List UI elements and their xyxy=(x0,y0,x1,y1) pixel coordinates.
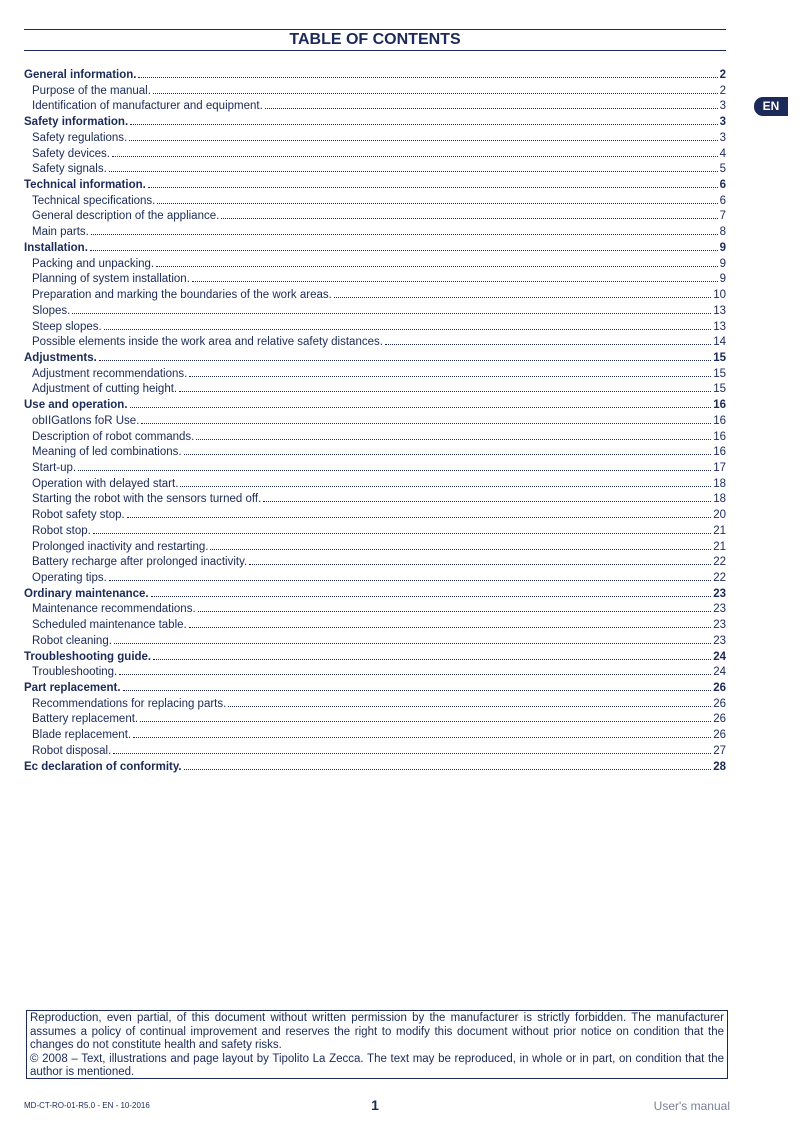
toc-entry-label: Use and operation. xyxy=(24,399,128,412)
toc-subsection-entry[interactable] xyxy=(24,319,726,335)
toc-entry-label: Purpose of the manual. xyxy=(32,84,151,97)
toc-section-entry[interactable] xyxy=(24,397,726,413)
toc-section-entry[interactable] xyxy=(24,350,726,366)
toc-entry-label: Recommendations for replacing parts. xyxy=(32,697,227,710)
toc-section-entry[interactable] xyxy=(24,586,726,602)
toc-subsection-entry[interactable] xyxy=(24,539,726,555)
toc-subsection-entry[interactable] xyxy=(24,366,726,382)
toc-section-entry[interactable] xyxy=(24,759,726,775)
toc-entry-page-number: 23 xyxy=(713,603,726,616)
toc-entry-label: Scheduled maintenance table. xyxy=(32,619,187,632)
toc-entry-page-number: 26 xyxy=(713,713,726,726)
toc-entry-label: Description of robot commands. xyxy=(32,430,195,443)
toc-entry-label: Troubleshooting guide. xyxy=(24,650,152,663)
toc-entry-label: Battery replacement. xyxy=(32,713,139,726)
page-number: 1 xyxy=(371,1097,379,1113)
dot-leader xyxy=(129,130,717,141)
toc-entry-label: Start-up. xyxy=(32,461,77,474)
toc-entry-page-number: 13 xyxy=(713,320,726,333)
toc-entry-page-number: 13 xyxy=(713,304,726,317)
dot-leader xyxy=(184,444,712,455)
toc-entry-page-number: 8 xyxy=(719,226,726,239)
toc-subsection-entry[interactable] xyxy=(24,429,726,445)
toc-entry-page-number: 18 xyxy=(713,493,726,506)
dot-leader xyxy=(196,429,711,440)
dot-leader xyxy=(114,633,711,644)
dot-leader xyxy=(263,491,711,502)
toc-subsection-entry[interactable] xyxy=(24,224,726,240)
dot-leader xyxy=(141,413,711,424)
toc-entry-label: Robot cleaning. xyxy=(32,634,112,647)
toc-entry-page-number: 2 xyxy=(719,84,726,97)
toc-subsection-entry[interactable] xyxy=(24,570,726,586)
toc-entry-page-number: 10 xyxy=(713,289,726,302)
dot-leader xyxy=(221,208,717,219)
notice-paragraph: © 2008 – Text, illustrations and page layout by Tipolito La Zecca. The text may be reproduced, in whole or in part, on condition that the author is mentioned. xyxy=(30,1052,724,1078)
toc-entry-label: Preparation and marking the boundaries of the work areas. xyxy=(32,289,332,302)
dot-leader xyxy=(148,177,718,188)
toc-entry-page-number: 27 xyxy=(713,744,726,757)
language-badge: EN xyxy=(754,97,788,116)
dot-leader xyxy=(119,664,711,675)
toc-subsection-entry[interactable] xyxy=(24,476,726,492)
toc-subsection-entry[interactable] xyxy=(24,491,726,507)
toc-entry-page-number: 20 xyxy=(713,509,726,522)
toc-entry-page-number: 4 xyxy=(719,147,726,160)
toc-entry-label: Robot stop. xyxy=(32,524,91,537)
toc-subsection-entry[interactable] xyxy=(24,711,726,727)
dot-leader xyxy=(180,476,711,487)
toc-subsection-entry[interactable] xyxy=(24,413,726,429)
dot-leader xyxy=(109,570,711,581)
toc-entry-page-number: 16 xyxy=(713,399,726,412)
toc-entry-page-number: 22 xyxy=(713,572,726,584)
toc-section-entry[interactable] xyxy=(24,680,726,696)
document-code: MD-CT-RO-01-R5.0 - EN - 10-2016 xyxy=(24,1101,150,1110)
toc-subsection-entry[interactable] xyxy=(24,381,726,397)
toc-entry-page-number: 7 xyxy=(719,210,726,223)
toc-section-entry[interactable] xyxy=(24,177,726,193)
toc-entry-label: Technical information. xyxy=(24,179,146,192)
toc-subsection-entry[interactable] xyxy=(24,334,726,350)
toc-subsection-entry[interactable] xyxy=(24,256,726,272)
dot-leader xyxy=(133,727,711,738)
toc-section-entry[interactable] xyxy=(24,114,726,130)
toc-entry-label: Robot safety stop. xyxy=(32,509,125,522)
dot-leader xyxy=(123,680,712,691)
toc-subsection-entry[interactable] xyxy=(24,444,726,460)
toc-entry-label: Slopes. xyxy=(32,304,71,317)
toc-subsection-entry[interactable] xyxy=(24,460,726,476)
toc-entry-label: Adjustment of cutting height. xyxy=(32,383,178,396)
toc-entry-label: obIIGatIons foR Use. xyxy=(32,414,140,427)
toc-entry-label: Prolonged inactivity and restarting. xyxy=(32,540,209,553)
dot-leader xyxy=(109,161,718,172)
dot-leader xyxy=(249,554,711,565)
toc-subsection-entry[interactable] xyxy=(24,554,726,570)
toc-entry-page-number: 3 xyxy=(719,100,726,113)
dot-leader xyxy=(72,303,711,314)
toc-entry-page-number: 26 xyxy=(713,697,726,710)
toc-entry-label: Installation. xyxy=(24,241,88,254)
manual-label: User's manual xyxy=(653,1099,730,1113)
dot-leader xyxy=(228,696,711,707)
toc-section-entry[interactable] xyxy=(24,240,726,256)
toc-entry-page-number: 16 xyxy=(713,430,726,443)
toc-entry-label: Safety information. xyxy=(24,116,129,129)
toc-subsection-entry[interactable] xyxy=(24,696,726,712)
toc-entry-label: Planning of system installation. xyxy=(32,273,190,286)
toc-entry-label: Packing and unpacking. xyxy=(32,257,155,270)
toc-subsection-entry[interactable] xyxy=(24,271,726,287)
toc-entry-page-number: 21 xyxy=(713,524,726,537)
dot-leader xyxy=(265,98,718,109)
toc-entry-label: Adjustments. xyxy=(24,351,97,364)
dot-leader xyxy=(99,350,711,361)
toc-subsection-entry[interactable] xyxy=(24,208,726,224)
toc-entry-label: Main parts. xyxy=(32,226,89,239)
toc-subsection-entry[interactable] xyxy=(24,601,726,617)
toc-entry-label: General information. xyxy=(24,69,137,81)
toc-entry-label: Blade replacement. xyxy=(32,729,132,742)
toc-subsection-entry[interactable] xyxy=(24,98,726,114)
toc-subsection-entry[interactable] xyxy=(24,664,726,680)
toc-entry-page-number: 6 xyxy=(719,194,726,207)
toc-entry-page-number: 24 xyxy=(713,650,726,663)
dot-leader xyxy=(189,366,711,377)
dot-leader xyxy=(140,711,711,722)
toc-subsection-entry[interactable] xyxy=(24,287,726,303)
toc-entry-label: Starting the robot with the sensors turned off. xyxy=(32,493,262,506)
toc-entry-label: Operation with delayed start. xyxy=(32,477,179,490)
dot-leader xyxy=(184,759,712,770)
toc-section-entry[interactable] xyxy=(24,649,726,665)
toc-entry-page-number: 2 xyxy=(719,69,726,81)
toc-entry-page-number: 18 xyxy=(713,477,726,490)
toc-subsection-entry[interactable] xyxy=(24,617,726,633)
dot-leader xyxy=(91,224,718,235)
dot-leader xyxy=(153,649,711,660)
toc-entry-label: Meaning of led combinations. xyxy=(32,446,182,459)
dot-leader xyxy=(189,617,711,628)
toc-entry-page-number: 16 xyxy=(713,446,726,459)
toc-entry-label: Possible elements inside the work area and relative safety distances. xyxy=(32,336,383,349)
toc-entry-label: Robot disposal. xyxy=(32,744,112,757)
dot-leader xyxy=(210,539,711,550)
toc-section-entry[interactable] xyxy=(24,67,726,83)
toc-entry-page-number: 17 xyxy=(713,461,726,474)
copyright-notice xyxy=(26,1010,728,1079)
dot-leader xyxy=(130,397,712,408)
dot-leader xyxy=(153,83,718,94)
notice-paragraph: Reproduction, even partial, of this document without written permission by the manufacturer is strictly forbidden. The manufacturer assumes a policy of continual improvement and reserves the right to modify this document without prior notice on condition that the changes do not constitute health and safety risks. xyxy=(30,1012,724,1051)
dot-leader xyxy=(90,240,718,251)
toc-entry-page-number: 23 xyxy=(713,634,726,647)
toc-subsection-entry[interactable] xyxy=(24,146,726,162)
dot-leader xyxy=(127,507,712,518)
dot-leader xyxy=(151,586,712,597)
toc-entry-page-number: 21 xyxy=(713,540,726,553)
toc-subsection-entry[interactable] xyxy=(24,633,726,649)
toc-entry-page-number: 6 xyxy=(719,179,726,192)
dot-leader xyxy=(334,287,711,298)
toc-entry-label: Safety devices. xyxy=(32,147,110,160)
dot-leader xyxy=(130,114,717,125)
dot-leader xyxy=(112,146,718,157)
dot-leader xyxy=(78,460,711,471)
toc-entry-page-number: 26 xyxy=(713,682,726,695)
toc-entry-page-number: 23 xyxy=(713,587,726,600)
toc-entry-label: Safety regulations. xyxy=(32,131,128,144)
toc-entry-page-number: 5 xyxy=(719,163,726,176)
toc-subsection-entry[interactable] xyxy=(24,193,726,209)
toc-entry-page-number: 3 xyxy=(719,116,726,129)
toc-entry-page-number: 15 xyxy=(713,383,726,396)
toc-subsection-entry[interactable] xyxy=(24,83,726,99)
toc-entry-label: General description of the appliance. xyxy=(32,210,220,223)
toc-entry-label: Safety signals. xyxy=(32,163,107,176)
toc-entry-page-number: 15 xyxy=(713,367,726,380)
table-of-contents xyxy=(24,67,726,774)
toc-subsection-entry[interactable] xyxy=(24,161,726,177)
toc-entry-label: Part replacement. xyxy=(24,682,121,695)
page-title: TABLE OF CONTENTS xyxy=(289,31,461,48)
toc-entry-label: Battery recharge after prolonged inactivity. xyxy=(32,556,248,569)
title-rule xyxy=(24,50,726,51)
toc-entry-label: Technical specifications. xyxy=(32,194,156,207)
toc-entry-page-number: 16 xyxy=(713,414,726,427)
toc-entry-label: Troubleshooting. xyxy=(32,666,118,679)
dot-leader xyxy=(385,334,711,345)
dot-leader xyxy=(192,271,718,282)
toc-entry-page-number: 23 xyxy=(713,619,726,632)
dot-leader xyxy=(198,601,712,612)
dot-leader xyxy=(113,743,711,754)
dot-leader xyxy=(156,256,717,267)
toc-subsection-entry[interactable] xyxy=(24,523,726,539)
toc-entry-page-number: 24 xyxy=(713,666,726,679)
toc-entry-page-number: 9 xyxy=(719,273,726,286)
toc-entry-page-number: 22 xyxy=(713,556,726,569)
toc-entry-page-number: 14 xyxy=(713,336,726,349)
toc-subsection-entry[interactable] xyxy=(24,303,726,319)
dot-leader xyxy=(157,193,717,204)
toc-entry-page-number: 15 xyxy=(713,351,726,364)
toc-entry-page-number: 28 xyxy=(713,760,726,773)
dot-leader xyxy=(138,67,717,78)
toc-entry-page-number: 9 xyxy=(719,257,726,270)
toc-entry-label: Identification of manufacturer and equipment. xyxy=(32,100,263,113)
toc-subsection-entry[interactable] xyxy=(24,727,726,743)
toc-entry-page-number: 26 xyxy=(713,729,726,742)
toc-entry-label: Steep slopes. xyxy=(32,320,102,333)
toc-subsection-entry[interactable] xyxy=(24,130,726,146)
toc-entry-label: Operating tips. xyxy=(32,572,107,584)
toc-entry-page-number: 9 xyxy=(719,241,726,254)
toc-entry-label: Ec declaration of conformity. xyxy=(24,760,182,773)
toc-entry-page-number: 3 xyxy=(719,131,726,144)
dot-leader xyxy=(93,523,711,534)
dot-leader xyxy=(179,381,711,392)
toc-subsection-entry[interactable] xyxy=(24,743,726,759)
dot-leader xyxy=(104,319,712,330)
toc-entry-label: Maintenance recommendations. xyxy=(32,603,196,616)
toc-entry-label: Ordinary maintenance. xyxy=(24,587,149,600)
toc-subsection-entry[interactable] xyxy=(24,507,726,523)
toc-entry-label: Adjustment recommendations. xyxy=(32,367,188,380)
